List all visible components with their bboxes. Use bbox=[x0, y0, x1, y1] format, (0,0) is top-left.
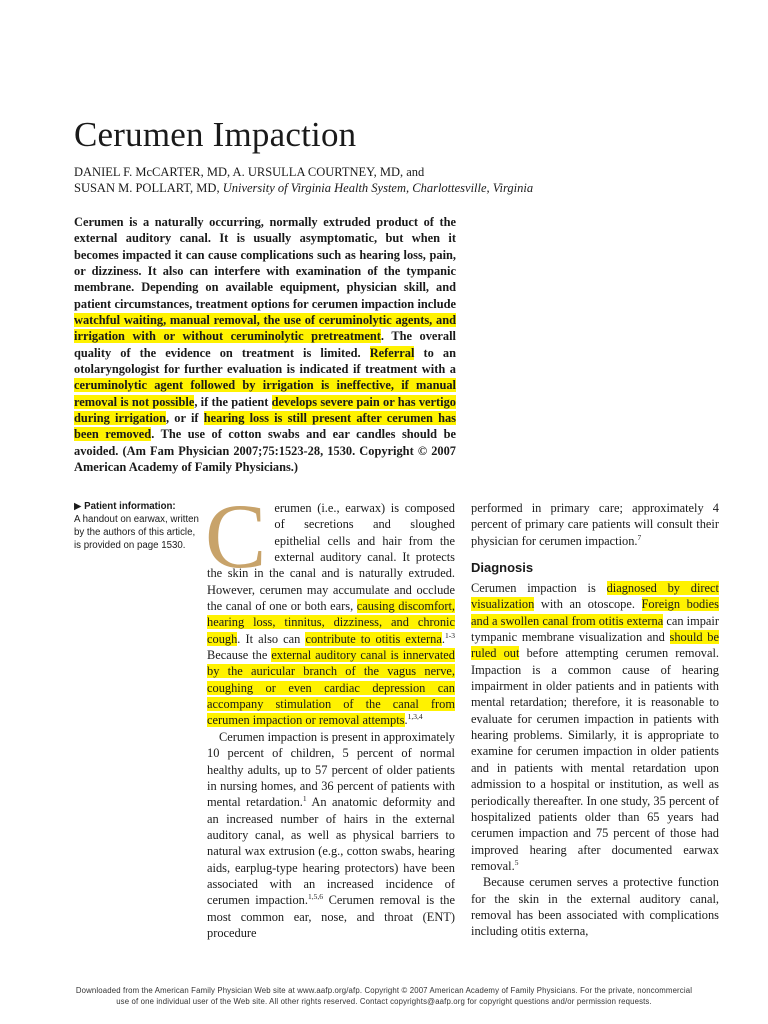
citation: 5 bbox=[514, 857, 519, 867]
body-text: can impair tympanic membrane visualization and bbox=[471, 613, 720, 645]
highlight: develops severe pain or has vertigo during irrigation bbox=[74, 394, 457, 426]
highlight: causing discomfort, hearing loss, tinnitus, dizziness, and chronic cough bbox=[207, 599, 455, 646]
copyright-footer bbox=[40, 985, 728, 1007]
body-column-2 bbox=[471, 500, 719, 940]
body-text: before attempting cerumen removal. Impaction is a common cause of hearing impairment in older patients and in patients with mental retardation; therefore, it is reasonable to evaluate for cerumen impaction in patients with hearing problems. Similarly, it is appropriate to examine for cerumen impaction in older patients and in patients with mental retardation upon admission to a hospital or institution, as well as periodically thereafter. In one study, 35 percent of hospitalized patients older than 65 years had cerumen impaction and 75 percent of those had improved hearing after documented earwax removal. bbox=[471, 646, 719, 873]
footer-line-2: use of one individual user of the Web site. All other rights reserved. Contact copyrights@aafp.org for copyright questions and/or permission requests. bbox=[116, 997, 652, 1006]
body-column-1 bbox=[205, 485, 456, 941]
highlight: diagnosed by direct visualization bbox=[471, 581, 719, 612]
highlight: watchful waiting, manual removal, the use of ceruminolytic agents, and irrigation with or without ceruminolytic pretreatment bbox=[74, 313, 456, 344]
author-byline bbox=[74, 164, 544, 196]
abstract-text: . The overall quality of the evidence on treatment is limited. bbox=[74, 329, 456, 360]
abstract-text: . The use of cotton swabs and ear candles should be avoided. (Am Fam Physician 2007;75:1523-28, 1530. Copyright © 2007 American Academy of Family Physicians.) bbox=[74, 427, 456, 475]
highlight: ceruminolytic agent followed by irrigation is ineffective, if manual removal is not possible bbox=[74, 378, 456, 409]
body-text: erumen (i.e., earwax) is composed of secretions and sloughed epithelial cells and hair from the external auditory canal. It protects the skin in the canal and is naturally extruded. However, cerumen may accumulate and occlude the canal of one or both ears, bbox=[207, 501, 455, 614]
abstract bbox=[74, 214, 456, 476]
body-text: Because the bbox=[207, 648, 272, 663]
author-line-1: DANIEL F. McCARTER, MD, A. URSULLA COURTNEY, MD, and bbox=[74, 165, 425, 179]
sidebar-heading: ▶ Patient information: bbox=[74, 501, 176, 512]
highlight: should be ruled out bbox=[471, 630, 720, 661]
author-line-2 bbox=[74, 180, 544, 196]
citation: 7 bbox=[637, 532, 642, 542]
body-text: . bbox=[404, 713, 408, 728]
sidebar-text: A handout on earwax, written by the authors of this article, is provided on page 1530. bbox=[74, 514, 199, 551]
abstract-text: to an otolaryngologist for further evaluation is indicated if treatment with a bbox=[74, 345, 456, 377]
abstract-text: , if the patient bbox=[194, 394, 272, 409]
citation: 1,5,6 bbox=[307, 892, 323, 902]
citation: 1-3 bbox=[445, 630, 455, 640]
body-text: Cerumen impaction is bbox=[471, 581, 607, 596]
paragraph bbox=[207, 729, 455, 941]
body-text: . It also can bbox=[237, 631, 306, 646]
highlight: contribute to otitis externa bbox=[305, 631, 442, 646]
highlight: Foreign bodies and a swollen canal from otitis externa bbox=[471, 597, 719, 628]
citation: 1,3,4 bbox=[407, 712, 423, 722]
abstract-text: Cerumen is a naturally occurring, normally extruded product of the external auditory canal. It is usually asymptomatic, but when it becomes impacted it can cause complications such as hearing loss, pain, or dizziness. It also can interfere with examination of the tympanic membrane. Depending on available equipment, physician skill, and patient circumstances, treatment options for cerumen impaction include bbox=[74, 215, 456, 311]
paragraph bbox=[471, 500, 719, 549]
author-affiliation: University of Virginia Health System, Charlottesville, Virginia bbox=[222, 181, 534, 195]
highlight: hearing loss is still present after cerumen has been removed bbox=[74, 411, 457, 442]
drop-cap: C bbox=[205, 485, 267, 587]
body-text: performed in primary care; approximately 4 percent of primary care patients will consult their physician for cerumen impaction. bbox=[471, 501, 719, 548]
abstract-text: , or if bbox=[165, 411, 204, 426]
author-names: SUSAN M. POLLART, MD, bbox=[74, 181, 223, 195]
footer-line-1: Downloaded from the American Family Physician Web site at www.aafp.org/afp. Copyright © 2007 American Academy of Family Physicians. For the private, noncommercial bbox=[75, 986, 693, 995]
highlight: Referral bbox=[369, 345, 415, 360]
body-text: . bbox=[441, 631, 445, 646]
body-text: with an otoscope. bbox=[534, 597, 642, 612]
body-text: Cerumen removal is the most common ear, nose, and throat (ENT) procedure bbox=[207, 893, 456, 940]
body-text: Cerumen impaction is present in approximately 10 percent of children, 5 percent of normal healthy adults, up to 57 percent of older patients in nursing homes, and 36 percent of patients with mental retardation. bbox=[207, 729, 455, 810]
highlight: external auditory canal is innervated by the auricular branch of the vagus nerve, coughing or even cardiac depression can accompany stimulation of the canal from cerumen impaction or removal attempts bbox=[207, 648, 455, 728]
page-title: Cerumen Impaction bbox=[74, 115, 357, 154]
paragraph: Because cerumen serves a protective function for the skin in the external auditory canal, removal has been associated with complications including otitis externa, bbox=[471, 875, 719, 939]
citation: 1 bbox=[302, 794, 307, 804]
body-text: An anatomic deformity and an increased number of hairs in the external auditory canal, as well as physical barriers to natural wax extrusion (e.g., cotton swabs, hearing aids, earplug-type hearing protectors) have been associated with an increased incidence of cerumen impaction. bbox=[207, 795, 456, 908]
section-heading-diagnosis: Diagnosis bbox=[471, 560, 534, 576]
patient-info-sidebar bbox=[74, 500, 200, 552]
paragraph bbox=[205, 485, 455, 729]
paragraph bbox=[471, 580, 719, 874]
